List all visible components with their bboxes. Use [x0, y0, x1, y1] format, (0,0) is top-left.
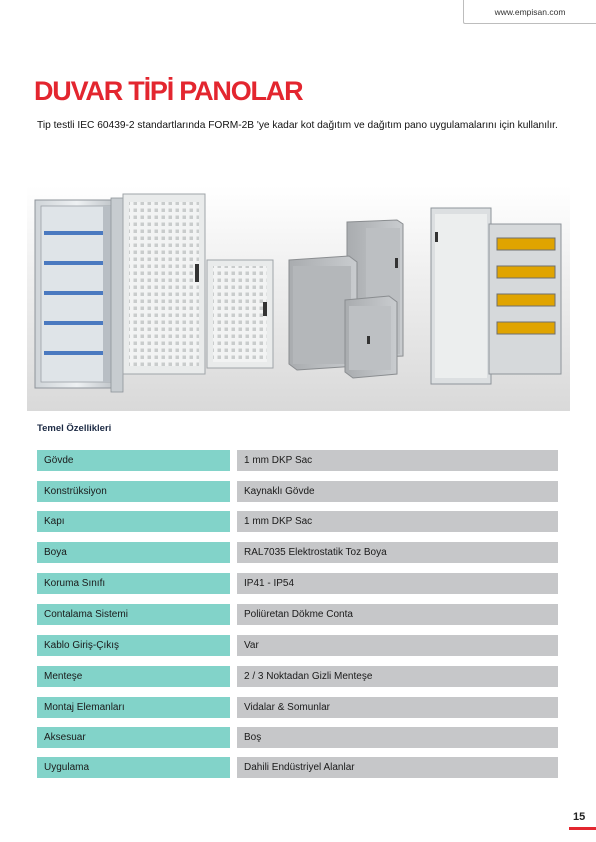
mesh-door-panel-tall-illustration: [123, 194, 205, 374]
spec-row: [37, 757, 558, 778]
spec-value: Vidalar & Somunlar: [237, 697, 558, 718]
spec-row: [37, 666, 558, 687]
spec-value: 1 mm DKP Sac: [237, 511, 558, 532]
spec-label: Aksesuar: [37, 727, 230, 748]
website-url[interactable]: www.empisan.com: [463, 0, 596, 24]
mesh-door-panel-small-illustration: [207, 260, 273, 368]
spec-label: Contalama Sistemi: [37, 604, 230, 625]
page-number-underline: [569, 827, 596, 830]
spec-label: Montaj Elemanları: [37, 697, 230, 718]
spec-label: Menteşe: [37, 666, 230, 687]
spec-row: [37, 573, 558, 594]
section-title: Temel Özellikleri: [37, 423, 112, 434]
spec-value: IP41 - IP54: [237, 573, 558, 594]
intro-text: Tip testli IEC 60439-2 standartlarında FORM-2B 'ye kadar kot dağıtım ve dağıtım pano uygulamalarını için kullanılır.: [37, 120, 558, 131]
spec-label: Kablo Giriş-Çıkış: [37, 635, 230, 656]
spec-label: Koruma Sınıfı: [37, 573, 230, 594]
spec-value: Var: [237, 635, 558, 656]
page-number: 15: [573, 811, 586, 823]
spec-row: [37, 511, 558, 532]
spec-value: 1 mm DKP Sac: [237, 450, 558, 471]
spec-row: [37, 697, 558, 718]
spec-value: Boş: [237, 727, 558, 748]
spec-row: [37, 727, 558, 748]
spec-label: Uygulama: [37, 757, 230, 778]
spec-value: Poliüretan Dökme Conta: [237, 604, 558, 625]
spec-value: 2 / 3 Noktadan Gizli Menteşe: [237, 666, 558, 687]
spec-row: [37, 542, 558, 563]
page-title: DUVAR TİPİ PANOLAR: [34, 76, 303, 106]
spec-value: RAL7035 Elektrostatik Toz Boya: [237, 542, 558, 563]
spec-row: [37, 481, 558, 502]
grey-enclosures-illustration: [289, 220, 403, 378]
spec-row: [37, 635, 558, 656]
open-modular-enclosure-illustration: [431, 208, 561, 384]
spec-label: Gövde: [37, 450, 230, 471]
product-photo: [27, 186, 570, 411]
spec-row: [37, 450, 558, 471]
spec-label: Kapı: [37, 511, 230, 532]
spec-row: [37, 604, 558, 625]
open-rail-panel-illustration: [35, 198, 123, 392]
spec-label: Konstrüksiyon: [37, 481, 230, 502]
spec-value: Dahili Endüstriyel Alanlar: [237, 757, 558, 778]
spec-value: Kaynaklı Gövde: [237, 481, 558, 502]
spec-label: Boya: [37, 542, 230, 563]
